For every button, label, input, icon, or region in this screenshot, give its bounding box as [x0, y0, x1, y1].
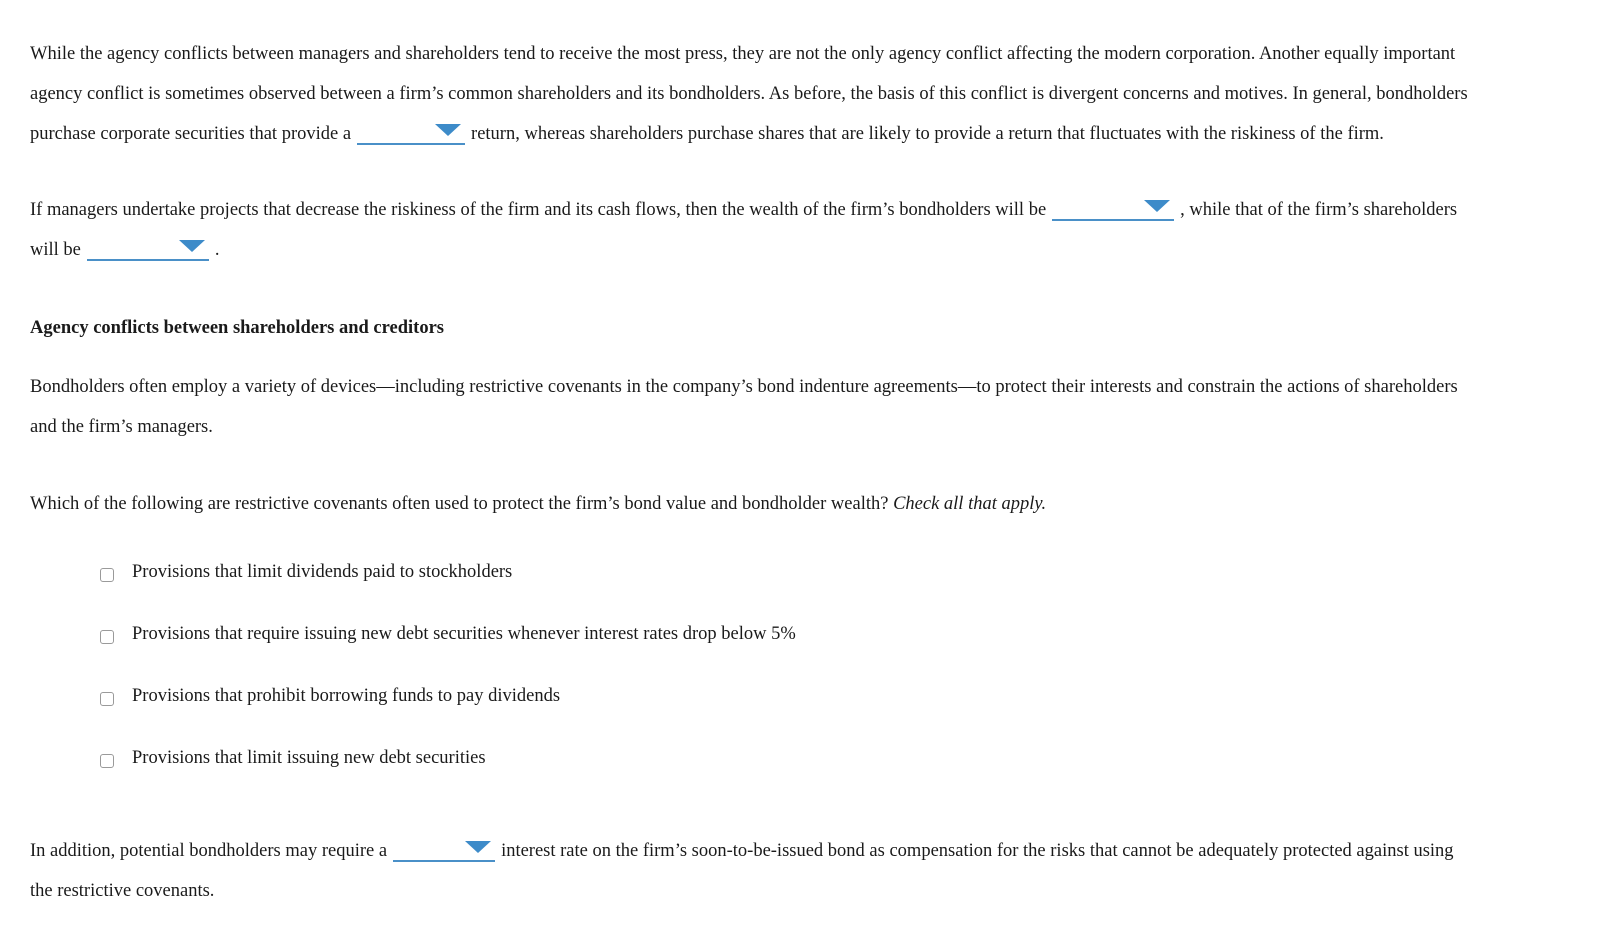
risk-line-1-text-before: If managers undertake projects that decrease the riskiness of the firm and its cash flows, then the wealth of the firm’s bondholders will be	[30, 200, 1047, 220]
section-heading: Agency conflicts between shareholders and creditors	[30, 318, 444, 338]
interest-line-1	[30, 831, 1600, 871]
option-label: Provisions that limit dividends paid to stockholders	[132, 562, 513, 582]
risk-line-2-text-before: will be	[30, 240, 81, 260]
covenants-line-2: and the firm’s managers.	[30, 417, 213, 437]
intro-paragraph	[30, 34, 1600, 154]
chevron-down-icon	[435, 124, 461, 136]
risk-line-1-text-after: , while that of the firm’s shareholders	[1180, 200, 1458, 220]
chevron-down-icon	[1144, 200, 1170, 212]
risk-line-2-text-after: .	[214, 240, 220, 260]
intro-line-3	[30, 114, 1600, 154]
checkbox[interactable]	[100, 692, 114, 706]
checkbox[interactable]	[100, 754, 114, 768]
shareholder-wealth-dropdown[interactable]	[87, 235, 209, 261]
chevron-down-icon	[179, 240, 205, 252]
intro-line-3-text-before: purchase corporate securities that provide a	[30, 124, 352, 144]
covenants-paragraph	[30, 367, 1600, 447]
interest-rate-dropdown[interactable]	[393, 836, 495, 862]
intro-line-3-text-after: return, whereas shareholders purchase shares that are likely to provide a return that fluctuates with the riskiness of the firm.	[471, 124, 1384, 144]
intro-line-1: While the agency conflicts between managers and shareholders tend to receive the most press, they are not the only agency conflict affecting the modern corporation. Another equally important	[30, 44, 1456, 64]
interest-line-2: the restrictive covenants.	[30, 881, 215, 901]
option-label: Provisions that limit issuing new debt securities	[132, 748, 486, 768]
question-instruction: Check all that apply.	[893, 494, 1047, 514]
risk-paragraph	[30, 190, 1600, 270]
interest-line-1-text-after: interest rate on the firm’s soon-to-be-issued bond as compensation for the risks that cannot be adequately protected against using	[501, 841, 1454, 861]
checkbox[interactable]	[100, 568, 114, 582]
risk-line-2	[30, 230, 1600, 270]
chevron-down-icon	[465, 841, 491, 853]
interest-paragraph	[30, 831, 1600, 911]
bondholder-wealth-dropdown[interactable]	[1052, 195, 1174, 221]
covenants-line-1: Bondholders often employ a variety of devices—including restrictive covenants in the company’s bond indenture agreements—to protect their interests and constrain the actions of shareholders	[30, 377, 1458, 397]
intro-line-2: agency conflict is sometimes observed between a firm’s common shareholders and its bondholders. As before, the basis of this conflict is divergent concerns and motives. In general, bondholders	[30, 84, 1468, 104]
option-label: Provisions that prohibit borrowing funds to pay dividends	[132, 686, 561, 706]
risk-line-1	[30, 190, 1600, 230]
checkbox[interactable]	[100, 630, 114, 644]
option-label: Provisions that require issuing new debt securities whenever interest rates drop below 5%	[132, 624, 796, 644]
return-type-dropdown[interactable]	[357, 119, 465, 145]
question-prompt	[30, 484, 1600, 524]
interest-line-1-text-before: In addition, potential bondholders may require a	[30, 841, 388, 861]
question-text: Which of the following are restrictive covenants often used to protect the firm’s bond value and bondholder wealth?	[30, 494, 889, 514]
